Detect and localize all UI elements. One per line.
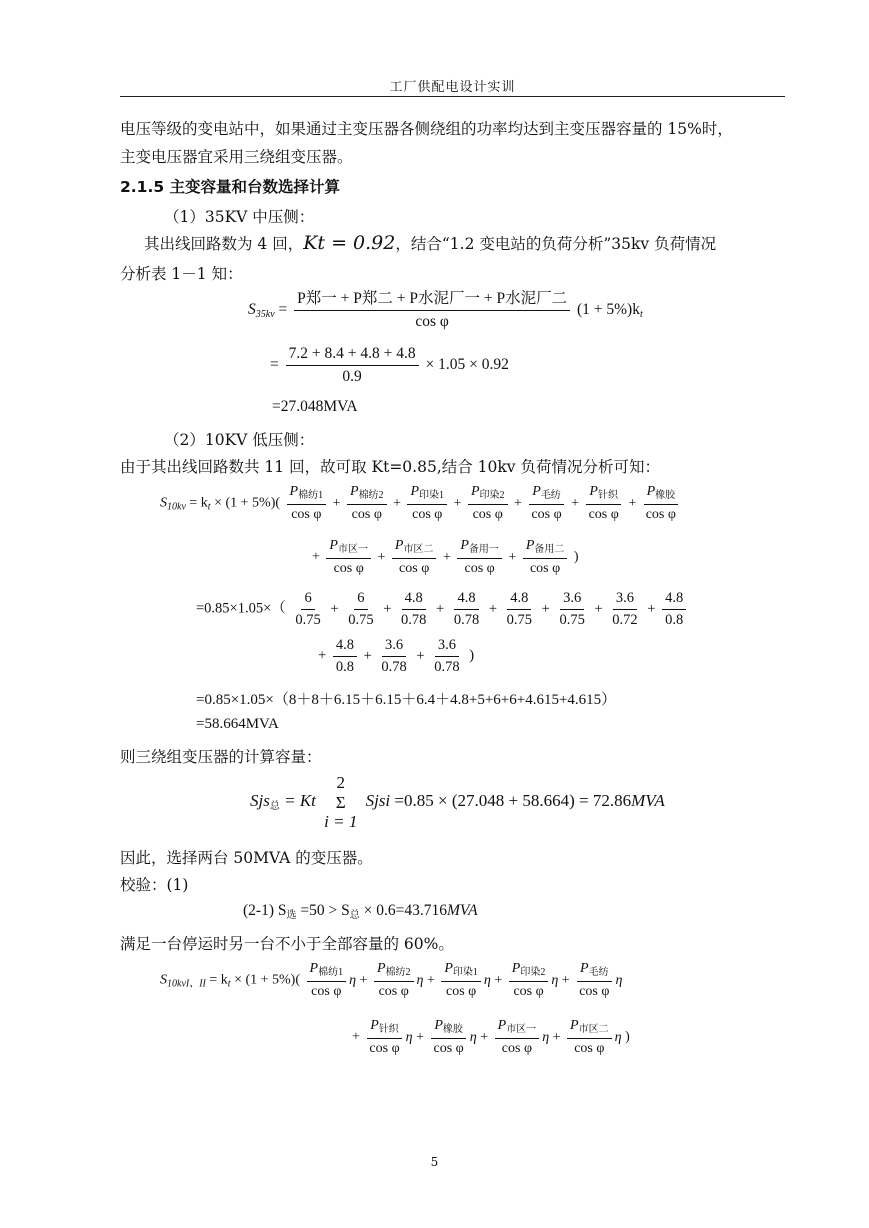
denominator: 0.9 [342,367,362,385]
equation-s10-numeric-row1 [196,590,689,628]
numerator: $P_{棉纺1}$ [307,961,347,982]
check-note: 满足一台停运时另一台不小于全部容量的 60%。 [120,935,454,953]
load-term [643,484,679,523]
load-term [495,1018,540,1057]
part1-intro-2: 分析表 1－1 知： [120,265,243,283]
eta-symbol: η [469,1029,477,1045]
denominator: cos φ [415,312,449,330]
subscript: 35kv [255,308,275,320]
denominator: 0.75 [506,611,533,628]
numerator: $P_{毛纺}$ [577,961,612,982]
term-subscript: 印染1 [419,490,445,501]
denominator: 0.78 [434,658,460,675]
summation [324,773,357,832]
numerator: 3.6 [382,637,406,657]
subscript: 10kvI、II [167,978,206,990]
numerator: $P_{印染2}$ [509,961,549,982]
numeric-fraction [378,637,409,675]
equation-three-winding [250,773,665,832]
equation-final-row1: $S_{10kvI、II} = k_t \times (1 + 5\%)$( $\frac{P_{棉纺1}}{\text{cos φ}}$ η + $\frac{P_{棉纺2}}{\text{cos φ}}$ η + $\frac{P_{印染1}}{\text{cos φ}}$ η + $\frac{P_{印染2}}{\text{cos φ}}$ η + $\frac{P_{毛纺}}{\text{cos φ}}$ η [160,961,623,999]
term-subscript: 印染1 [452,967,478,978]
denominator: cos φ [574,1040,605,1056]
term-subscript: 备用一 [468,544,499,555]
eta-symbol: η [483,972,491,988]
term-subscript: 针织 [378,1024,399,1035]
kt-value: Kt = 0.92 [303,232,396,254]
denominator: cos φ [378,983,409,999]
denominator: cos φ [513,983,544,999]
header-divider [120,96,785,97]
eta-symbol: η [551,972,559,988]
equation-text: (2-1) S [243,902,287,919]
term-group: $\frac{6}{0.75}$ + $\frac{6}{0.75}$ + $\frac{4.8}{0.78}$ + $\frac{4.8}{0.78}$ + $\frac{4.8}{0.75}$ + $\frac{3.6}{0.75}$ + $\frac{3.6}{0.72}$ + $\frac{4.8}{0.8}$ [289,601,689,617]
denominator: cos φ [291,506,322,522]
equation-s35: $S_{35kv}$ = $\frac{\text{P郑一 + P郑二 + P水泥厂一 + P水泥厂二}}{\text{cos φ}}$ $(1 + 5\%)k_t$ [248,290,643,330]
numerator: $P_{橡胶}$ [644,484,679,505]
numerator: $P_{棉纺1}$ [287,484,327,505]
term-group: $\frac{4.8}{0.8}$ + $\frac{3.6}{0.78}$ + $\frac{3.6}{0.78}$ [330,648,466,664]
eta-symbol: η [405,1029,413,1045]
denominator: cos φ [433,1040,464,1056]
section-title: 2.1.5 主变容量和台数选择计算 [120,178,341,196]
numerator: $P_{针织}$ [586,484,621,505]
denominator: cos φ [333,560,364,576]
denominator: cos φ [464,560,495,576]
three-winding-label: 则三绕组变压器的计算容量： [120,748,322,766]
subscript: 总 [269,801,280,813]
numeric-fraction [333,637,357,675]
numeric-fraction [609,590,640,628]
subscript: 选 [286,910,297,921]
denominator: cos φ [645,506,676,522]
subscript: 总 [349,910,360,921]
numerator: $P_{印染2}$ [468,484,508,505]
denominator: 0.72 [612,611,638,628]
equation-s10-row2: + $\frac{P_{市区一}}{\text{cos φ}}$ + $\frac{P_{市区二}}{\text{cos φ}}$ + $\frac{P_{备用一}}{\text{cos φ}}$ + $\frac{P_{备用二}}{\text{cos φ}}$ ) [312,538,579,576]
numeric-fraction [398,590,429,628]
numerator: $P_{印染1}$ [441,961,481,982]
part1-intro [144,232,716,254]
denominator: 0.78 [453,611,480,628]
load-term [567,1018,612,1057]
numeric-fraction [345,590,376,628]
fraction [294,290,570,331]
denominator: 0.8 [335,658,354,675]
part2-intro: 由于其出线回路数共 11 回，故可取 Kt=0.85,结合 10kv 负荷情况分析可知： [120,458,660,476]
load-term [586,484,622,523]
eta-symbol: η [349,972,357,988]
unit: MVA [446,902,478,919]
equation-s35-numeric: = $\frac{7.2 + 8.4 + 4.8 + 4.8}{0.9}$ × 1.05 × 0.92 [270,345,509,385]
subscript: 10kv [167,501,186,513]
denominator: 0.75 [348,611,374,628]
eta-symbol: η [615,972,623,988]
denominator: cos φ [399,560,430,576]
equation-text: × 0.6=43.716 [363,902,447,919]
intro-text: ，结合“1.2 变电站的负荷分析”35kv 负荷情况 [395,235,717,253]
term-subscript: 印染2 [520,967,546,978]
numerator: $P_{棉纺2}$ [347,484,387,505]
load-term [523,538,568,577]
term-subscript: 市区二 [578,1024,609,1035]
numerator: $P_{市区一}$ [326,538,371,559]
term-subscript: 毛纺 [540,490,561,501]
unit: MVA [631,791,665,811]
numerator: 4.8 [662,590,686,610]
equation-s10-sum: =0.85×1.05×（8＋8＋6.15＋6.15＋6.4＋4.8+5+6+6+4.615+4.615） [196,692,617,708]
equation-tail: × 1.05 × 0.92 [425,355,509,373]
denominator: cos φ [531,506,562,522]
denominator: 0.75 [295,611,321,628]
denominator: 0.78 [381,658,407,675]
eta-symbol: η [416,972,424,988]
check-formula [243,902,478,921]
denominator: cos φ [446,983,477,999]
equation-s10-row1: $S_{10kv} = k_t \times (1 + 5\%)$( $\frac{P_{棉纺1}}{\text{cos φ}}$ + $\frac{P_{棉纺2}}{\text{cos φ}}$ + $\frac{P_{印染1}}{\text{cos φ}}$ + $\frac{P_{印染2}}{\text{cos φ}}$ + $\frac{P_{毛纺}}{\text{cos φ}}$ + $\frac{P_{针织}}{\text{cos φ}}$ + $\frac{P_{橡胶}}{\text{cos φ}}$ [160,484,682,523]
equation-text: =50 > S [300,902,350,919]
term-group: $\frac{P_{棉纺1}}{\text{cos φ}}$ η + $\frac{P_{棉纺2}}{\text{cos φ}}$ η + $\frac{P_{印染1}}{\text{cos φ}}$ η + $\frac{P_{印染2}}{\text{cos φ}}$ η + $\frac{P_{毛纺}}{\text{cos φ}}$ η [304,973,623,988]
denominator: cos φ [588,506,619,522]
denominator: cos φ [501,1040,533,1056]
load-term [374,961,414,1000]
numerator: $P_{棉纺2}$ [374,961,414,982]
numerator: 3.6 [560,590,584,610]
choose-text: 因此，选择两台 50MVA 的变压器。 [120,849,373,867]
numerator: 4.8 [454,590,478,610]
numerator: 7.2 + 8.4 + 4.8 + 4.8 [286,345,419,366]
numerator: 3.6 [613,590,637,610]
numerator: 4.8 [402,590,426,610]
numerator: $P_{针织}$ [367,1018,402,1039]
denominator: cos φ [369,1040,400,1056]
part-label: （2）10KV 低压侧： [164,431,315,449]
term-subscript: 针织 [597,490,618,501]
equation-s10-result: =58.664MVA [196,716,279,732]
equation-s35-result: =27.048MVA [272,398,358,415]
numerator: $P_{市区二}$ [567,1018,612,1039]
term-subscript: 市区一 [506,1024,537,1035]
part-label: （1）35KV 中压侧： [164,208,315,226]
numerator: $P_{备用一}$ [457,538,502,559]
numerator: $P_{橡胶}$ [431,1018,466,1039]
term-subscript: 橡胶 [442,1024,463,1035]
intro-text: 其出线回路数为 4 回， [144,235,304,253]
numeric-fraction [292,590,323,628]
equation-text: = k [189,495,208,511]
equation-text: = k [209,972,228,988]
symbol: Sjs [250,791,270,811]
numerator: P郑一 + P郑二 + P水泥厂一 + P水泥厂二 [294,290,570,311]
load-term [392,538,437,577]
load-term [407,484,447,523]
term-group: $\frac{P_{针织}}{\text{cos φ}}$ η + $\frac{P_{橡胶}}{\text{cos φ}}$ η + $\frac{P_{市区一}}{\text{cos φ}}$ η + $\frac{P_{市区二}}{\text{cos φ}}$ η [363,1030,621,1045]
sum-lower: i = 1 [324,812,358,832]
term-subscript: 市区二 [403,544,434,555]
denominator: cos φ [529,560,561,576]
term-subscript: 棉纺2 [385,967,411,978]
denominator: cos φ [579,983,610,999]
numerator: $P_{印染1}$ [407,484,447,505]
equation-text: × (1 + 5%)( [214,495,281,511]
sum-symbol: Σ [335,792,346,812]
term-group: $\frac{P_{市区一}}{\text{cos φ}}$ + $\frac{P_{市区二}}{\text{cos φ}}$ + $\frac{P_{备用一}}{\text{cos φ}}$ + $\frac{P_{备用二}}{\text{cos φ}}$ [323,550,570,565]
equation-text: ) [625,1029,630,1045]
numerator: $P_{备用二}$ [523,538,568,559]
load-term [347,484,387,523]
term-subscript: 棉纺1 [298,490,324,501]
term-subscript: 棉纺2 [358,490,384,501]
header-title: 工厂供配电设计实训 [389,80,516,95]
load-term [307,961,347,1000]
load-term [528,484,564,523]
term-group: $\frac{P_{棉纺1}}{\text{cos φ}}$ + $\frac{P_{棉纺2}}{\text{cos φ}}$ + $\frac{P_{印染1}}{\text{cos φ}}$ + $\frac{P_{印染2}}{\text{cos φ}}$ + $\frac{P_{毛纺}}{\text{cos φ}}$ + $\frac{P_{针织}}{\text{cos φ}}$ + $\frac{P_{橡胶}}{\text{cos φ}}$ [284,496,682,511]
denominator: cos φ [311,983,342,999]
numerator: 6 [301,590,314,610]
numerator: 4.8 [333,637,357,657]
page-number: 5 [430,1155,439,1169]
symbol: Sjsi [365,791,391,811]
equation-text: = Kt [284,791,316,811]
denominator: 0.8 [665,611,684,628]
numerator: $P_{市区二}$ [392,538,437,559]
numerator: 6 [354,590,367,610]
equation-s10-numeric-row2: + $\frac{4.8}{0.8}$ + $\frac{3.6}{0.78}$ + $\frac{3.6}{0.78}$ ) [318,637,475,675]
numerator: 3.6 [435,637,459,657]
numeric-fraction [451,590,482,628]
eta-symbol: η [614,1029,622,1045]
load-term [287,484,327,523]
denominator: cos φ [412,506,443,522]
term-subscript: 毛纺 [588,967,609,978]
subscript: t [639,308,643,320]
load-term [366,1018,402,1057]
denominator: cos φ [472,506,503,522]
load-term [431,1018,467,1057]
term-subscript: 橡胶 [655,490,676,501]
load-term [457,538,502,577]
paragraph-line: 主变电压器宜采用三绕组变压器。 [120,148,353,166]
numerator: 4.8 [507,590,531,610]
symbol-s: S [248,300,256,318]
equation-text: =0.85×1.05×（ [196,600,286,617]
equation-final-row2: + $\frac{P_{针织}}{\text{cos φ}}$ η + $\frac{P_{橡胶}}{\text{cos φ}}$ η + $\frac{P_{市区一}}{\text{cos φ}}$ η + $\frac{P_{市区二}}{\text{cos φ}}$ η ) [352,1018,630,1056]
check-label: 校验：(1) [120,876,189,894]
term-subscript: 备用二 [534,544,565,555]
load-term [326,538,371,577]
load-term [441,961,481,1000]
denominator: 0.75 [559,611,585,628]
eta-symbol: η [542,1029,550,1045]
load-term [509,961,549,1000]
numerator: $P_{毛纺}$ [529,484,564,505]
term-subscript: 市区一 [337,544,368,555]
numeric-fraction [662,590,686,628]
denominator: 0.78 [401,611,427,628]
fraction [286,345,419,386]
load-term [468,484,508,523]
term-subscript: 棉纺1 [318,967,344,978]
numeric-fraction [431,637,462,675]
load-term [576,961,612,1000]
term-subscript: 印染2 [479,490,505,501]
numeric-fraction [556,590,587,628]
denominator: cos φ [351,506,382,522]
equation-text: =0.85 × (27.048 + 58.664) = 72.86 [394,791,632,811]
equation-text: × (1 + 5%)( [234,972,301,988]
numerator: $P_{市区一}$ [495,1018,540,1039]
equation-tail: (1 + 5%)k [576,300,640,318]
numeric-fraction [504,590,535,628]
sum-upper: 2 [336,773,345,792]
paragraph-line: 电压等级的变电站中，如果通过主变压器各侧绕组的功率均达到主变压器容量的 15%时， [120,120,733,138]
